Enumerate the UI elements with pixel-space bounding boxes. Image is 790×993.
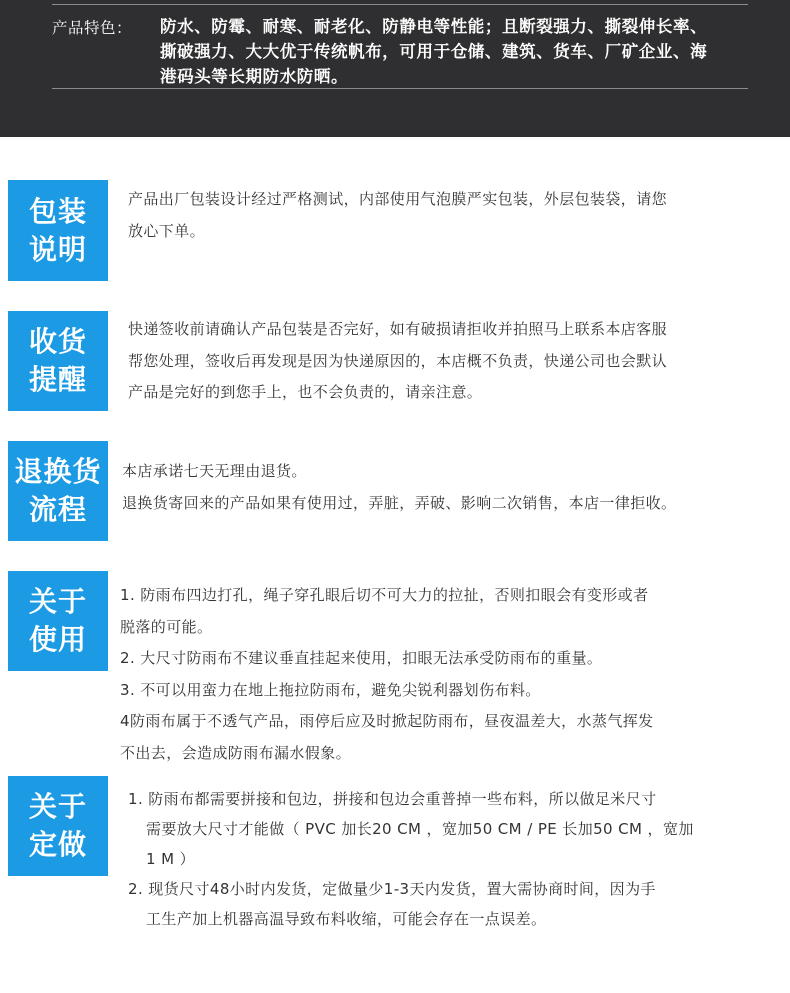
- features-label: 产品特色：: [52, 19, 133, 37]
- custom-tag: 关于 定做: [8, 776, 108, 876]
- custom-text: 1. 防雨布都需要拼接和包边，拼接和包边会重普掉一些布料，所以做足米尺寸 需要放大尺寸才能做（ PVC 加长20 CM ，宽加50 CM / PE 长加50 CM ，宽加 1 M ） 2. 现货尺寸48小时内发货，定做量少1-3天内发货，置大需协商时间，因为手 工生产加上机器高温导致布料收缩，可能会存在一点误差。: [128, 790, 694, 928]
- features-line: 防水、防霉、耐寒、耐老化、防静电等性能；且断裂强力、撕裂伸长率、: [160, 17, 708, 36]
- returns-text: 本店承诺七天无理由退货。 退换货寄回来的产品如果有使用过，弄脏，弄破、影响二次销售，本店一律拒收。: [122, 462, 677, 512]
- packaging-text: 产品出厂包装设计经过严格测试，内部使用气泡膜严实包装，外层包装袋，请您 放心下单。: [128, 190, 668, 240]
- receiving-text: 快递签收前请确认产品包装是否完好，如有破损请拒收并拍照马上联系本店客服 帮您处理，签收后再发现是因为快递原因的，本店概不负责，快递公司也会默认 产品是完好的到您手上，也不会负责的，请亲注意。: [128, 320, 668, 401]
- features-line: 撕破强力、大大优于传统帆布，可用于仓储、建筑、货车、厂矿企业、海: [160, 42, 708, 61]
- receiving-tag: 收货 提醒: [8, 311, 108, 411]
- packaging-tag: 包装 说明: [8, 180, 108, 281]
- product-features-banner: [0, 0, 790, 137]
- features-text: [160, 14, 760, 89]
- usage-tag: 关于 使用: [8, 571, 108, 671]
- features-line: 港码头等长期防水防晒。: [160, 67, 349, 86]
- returns-tag: 退换货 流程: [8, 441, 108, 541]
- banner-top-divider: [52, 4, 748, 5]
- usage-text: 1. 防雨布四边打孔，绳子穿孔眼后切不可大力的拉扯，否则扣眼会有变形或者 脱落的可能。 2. 大尺寸防雨布不建议垂直挂起来使用，扣眼无法承受防雨布的重量。 3. 不可以用蛮力在地上拖拉防雨布，避免尖锐利器划伤布料。 4防雨布属于不透气产品，雨停后应及时掀起防雨布，昼夜温差大，水蒸气挥发 不出去，会造成防雨布漏水假象。: [120, 586, 654, 762]
- banner-bottom-divider: [52, 88, 748, 89]
